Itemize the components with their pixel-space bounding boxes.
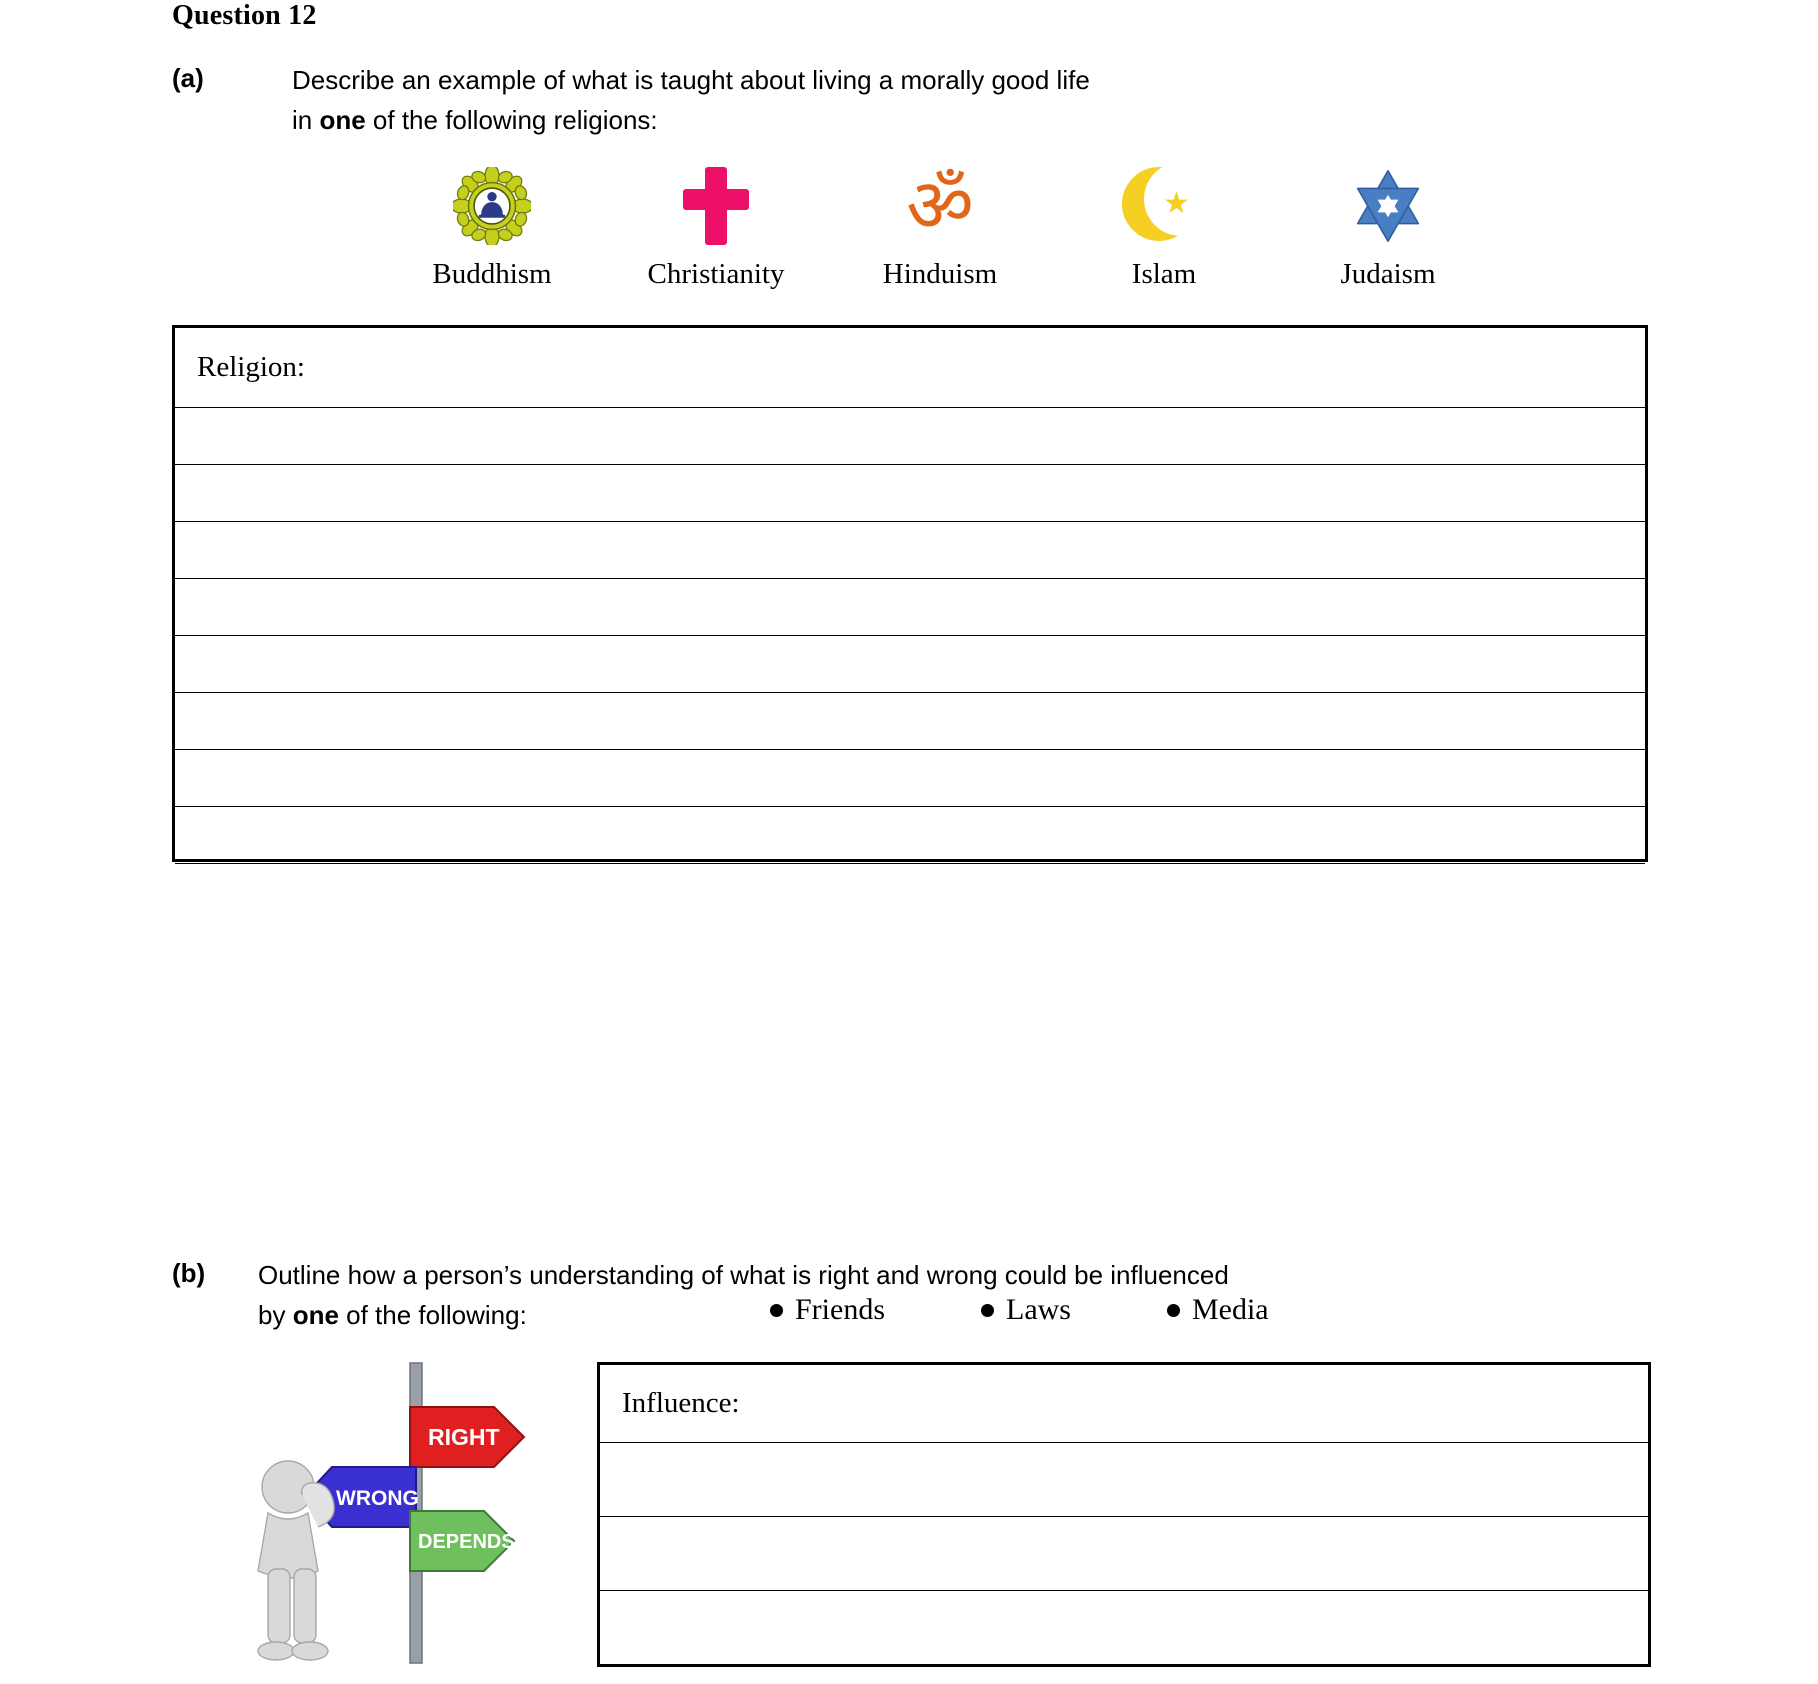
religion-item-christianity xyxy=(604,160,828,291)
religion-item-buddhism xyxy=(380,160,604,291)
part-b-line1: Outline how a person’s understanding of what is right and wrong could be influenced xyxy=(258,1260,1229,1290)
religion-label: Islam xyxy=(1131,258,1197,290)
influence-option-label: Media xyxy=(1191,1293,1269,1326)
answer-line[interactable] xyxy=(175,408,1645,465)
religion-entry-row[interactable] xyxy=(175,328,1645,408)
crescent-shape xyxy=(1122,165,1206,247)
influence-option-media xyxy=(1167,1293,1269,1327)
influence-prompt-label: Influence: xyxy=(622,1387,740,1419)
answer-line[interactable] xyxy=(175,636,1645,693)
star-glyph: ★ xyxy=(1163,186,1190,221)
answer-line[interactable] xyxy=(175,579,1645,636)
bullet-icon xyxy=(981,1304,994,1317)
part-a-line2-post: of the following religions: xyxy=(365,105,658,136)
sign-depends xyxy=(410,1511,515,1571)
religion-label: Hinduism xyxy=(882,258,998,290)
influence-option-friends xyxy=(770,1293,885,1327)
buddhism-lotus-icon xyxy=(453,160,531,252)
answer-box-part-a[interactable] xyxy=(172,325,1648,862)
part-b-line2-pre: by xyxy=(258,1300,293,1331)
answer-line[interactable] xyxy=(600,1443,1648,1517)
religion-label: Judaism xyxy=(1340,258,1436,290)
om-glyph: ॐ xyxy=(906,162,974,249)
judaism-star-of-david-icon xyxy=(1348,160,1428,252)
influence-option-label: Friends xyxy=(795,1293,885,1326)
answer-line[interactable] xyxy=(175,864,1645,921)
part-a-question-text xyxy=(292,60,1392,141)
part-a-line2-pre: in xyxy=(292,105,320,136)
signpost-illustration xyxy=(232,1355,572,1675)
religion-label: Christianity xyxy=(647,258,785,290)
answer-line[interactable] xyxy=(175,465,1645,522)
part-a-line2-bold: one xyxy=(319,105,366,136)
svg-text:RIGHT: RIGHT xyxy=(428,1424,500,1450)
influence-entry-row[interactable] xyxy=(600,1365,1648,1443)
religion-label: Buddhism xyxy=(432,258,552,290)
religion-item-judaism xyxy=(1276,160,1500,291)
page-title: Question 12 xyxy=(172,0,317,31)
part-b-line2-post: of the following: xyxy=(338,1300,527,1331)
part-b-label: (b) xyxy=(172,1258,206,1288)
influence-option-laws xyxy=(981,1293,1071,1327)
influence-option-list xyxy=(770,1293,1269,1327)
part-a-line1: Describe an example of what is taught about living a morally good life xyxy=(292,65,1090,95)
answer-line[interactable] xyxy=(600,1591,1648,1665)
religion-item-islam xyxy=(1052,160,1276,291)
hindu-om-icon xyxy=(906,160,974,252)
bullet-icon xyxy=(770,1304,783,1317)
buddhism-lotus-svg xyxy=(453,167,531,245)
sign-right xyxy=(410,1407,524,1467)
part-a-label: (a) xyxy=(172,63,204,93)
star-of-david-svg xyxy=(1348,166,1428,246)
svg-text:WRONG: WRONG xyxy=(336,1487,419,1510)
thinking-figure xyxy=(258,1461,334,1660)
religion-icon-row xyxy=(380,160,1500,291)
answer-line[interactable] xyxy=(175,522,1645,579)
svg-text:DEPENDS: DEPENDS xyxy=(418,1531,515,1553)
influence-option-label: Laws xyxy=(1006,1293,1071,1326)
answer-line[interactable] xyxy=(175,693,1645,750)
answer-line[interactable] xyxy=(175,750,1645,807)
answer-line[interactable] xyxy=(600,1517,1648,1591)
islam-crescent-star-icon xyxy=(1122,160,1206,252)
cross-shape xyxy=(683,167,749,245)
religion-prompt-label: Religion: xyxy=(197,351,305,383)
cross-vertical-bar xyxy=(705,167,727,245)
christian-cross-icon xyxy=(683,160,749,252)
answer-line[interactable] xyxy=(175,807,1645,864)
part-b-line2-bold: one xyxy=(292,1300,339,1331)
religion-item-hinduism xyxy=(828,160,1052,291)
bullet-icon xyxy=(1167,1304,1180,1317)
answer-box-part-b[interactable] xyxy=(597,1362,1651,1667)
